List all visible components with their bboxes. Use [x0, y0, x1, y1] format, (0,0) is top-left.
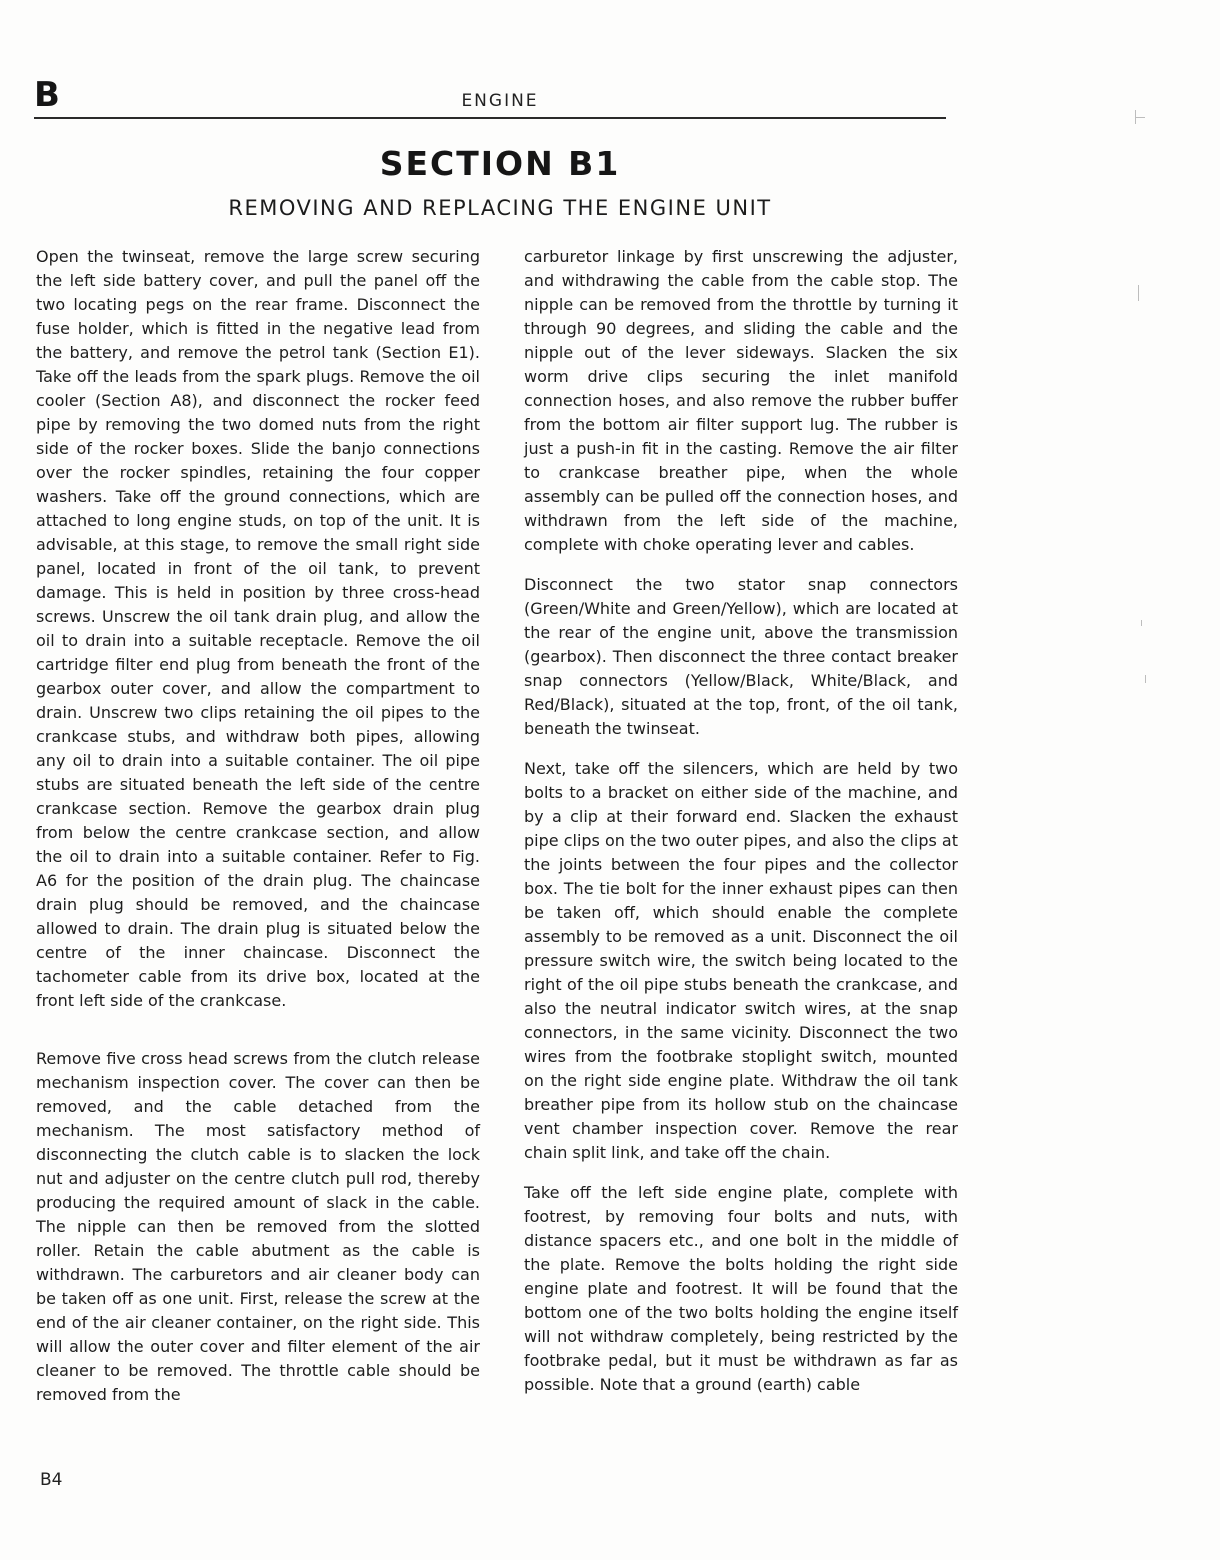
paragraph: Disconnect the two stator snap connectors (Green/White and Green/Yellow), which are located at the rear of the engine unit, above the transmission (gearbox). Then disconnect the three contact breaker snap connectors (Yellow/Black, White/Black, and Red/Black), situated at the top, front, of the oil tank, beneath the twinseat.	[524, 575, 958, 738]
scan-edge-mark	[1145, 675, 1146, 683]
paragraph: carburetor linkage by first unscrewing the adjuster, and withdrawing the cable from the cable stop. The nipple can be removed from the throttle by turning it through 90 degrees, and sliding the cable and the nipple out of the lever sideways. Slacken the six worm drive clips securing the inlet manifold connection hoses, and also remove the rubber buffer from the bottom air filter support lug. The rubber is just a push-in fit in the casting. Remove the air filter to crankcase breather pipe, when the whole assembly can be pulled off the connection hoses, and withdrawn from the left side of the machine, complete with choke operating lever and cables.	[524, 247, 958, 554]
section-title: SECTION B1	[379, 144, 621, 183]
paragraph: Next, take off the silencers, which are held by two bolts to a bracket on either side of the machine, and by a clip at their forward end. Slacken the exhaust pipe clips on the two outer pipes, and also the clips at the joints between the four pipes and the collector box. The tie bolt for the inner exhaust pipes can then be taken off, which should enable the complete assembly to be removed as a unit. Disconnect the oil pressure switch wire, the switch being located to the right of the oil pipe stubs beneath the crankcase, and also the neutral indicator switch wires, at the snap connectors, in the same vicinity. Disconnect the two wires from the footbrake stoplight switch, mounted on the right side engine plate. Withdraw the oil tank breather pipe from its hollow stub on the chaincase vent chamber inspection cover. Remove the rear chain split link, and take off the chain.	[524, 759, 958, 1162]
header-divider	[34, 117, 946, 119]
right-column	[524, 245, 958, 1397]
running-title: ENGINE	[461, 91, 539, 111]
page-number: B4	[40, 1470, 63, 1490]
scan-edge-mark	[1135, 117, 1145, 118]
paragraph: Open the twinseat, remove the large screw securing the left side battery cover, and pull the panel off the two locating pegs on the rear frame. Disconnect the fuse holder, which is fitted in the negative lead from the battery, and remove the petrol tank (Section E1). Take off the leads from the spark plugs. Remove the oil cooler (Section A8), and disconnect the rocker feed pipe by removing the two domed nuts from the right side of the rocker boxes. Slide the banjo connections over the rocker spindles, retaining the four copper washers. Take off the ground connections, which are attached to long engine studs, on top of the unit. It is advisable, at this stage, to remove the small right side panel, located in front of the oil tank, to prevent damage. This is held in position by three cross-head screws. Unscrew the oil tank drain plug, and allow the oil to drain into a suitable receptacle. Remove the oil cartridge filter end plug from beneath the front of the gearbox outer cover, and allow the compartment to drain. Unscrew two clips retaining the oil pipes to the crankcase stubs, and withdraw both pipes, allowing any oil to drain into a suitable container. The oil pipe stubs are situated beneath the left side of the centre crankcase section. Remove the gearbox drain plug from below the centre crankcase section, and allow the oil to drain into a suitable container. Refer to Fig. A6 for the position of the drain plug. The chaincase drain plug should be removed, and the chaincase allowed to drain. The drain plug is situated below the centre of the inner chaincase. Disconnect the tachometer cable from its drive box, located at the front left side of the crankcase.	[36, 247, 480, 1010]
section-letter: B	[34, 75, 60, 115]
scan-edge-mark	[1138, 285, 1139, 301]
paragraph: Take off the left side engine plate, complete with footrest, by removing four bolts and nuts, with distance spacers etc., and one bolt in the middle of the plate. Remove the bolts holding the right side engine plate and footrest. It will be found that the bottom one of the two bolts holding the engine itself will not withdraw completely, being restricted by the footbrake pedal, but it must be withdrawn as far as possible. Note that a ground (earth) cable	[524, 1183, 958, 1394]
section-subtitle: REMOVING AND REPLACING THE ENGINE UNIT	[228, 196, 772, 220]
paragraph: Remove five cross head screws from the clutch release mechanism inspection cover. The cover can then be removed, and the cable detached from the mechanism. The most satisfactory method of disconnecting the clutch cable is to slacken the lock nut and adjuster on the centre clutch pull rod, thereby producing the required amount of slack in the cable. The nipple can then be removed from the slotted roller. Retain the cable abutment as the cable is withdrawn. The carburetors and air cleaner body can be taken off as one unit. First, release the screw at the end of the air cleaner container, on the right side. This will allow the outer cover and filter element of the air cleaner to be removed. The throttle cable should be removed from the	[36, 1049, 480, 1404]
scan-edge-mark	[1141, 620, 1142, 626]
left-column	[36, 245, 480, 1407]
